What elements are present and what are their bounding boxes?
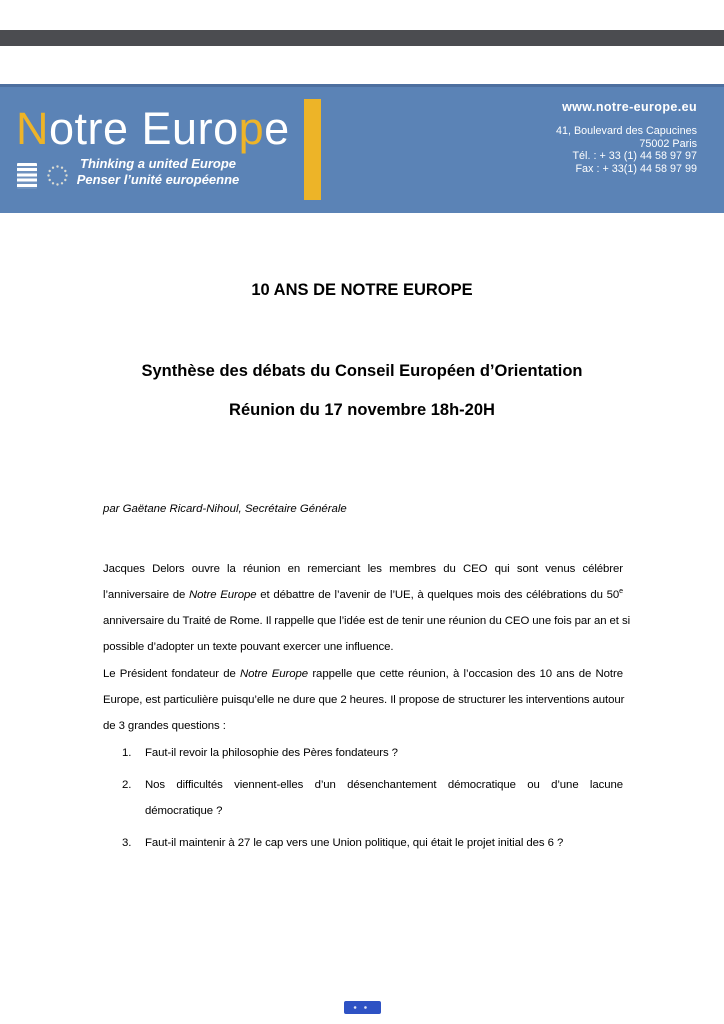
text-line: Faut-il revoir la philosophie des Pères fondateurs ? (145, 747, 398, 759)
tagline-french: Penser l’unité européenne (76, 172, 240, 187)
contact-block (556, 100, 697, 175)
footer-scan-mark (344, 1001, 381, 1014)
question-number: 1. (122, 747, 132, 759)
paragraph-2 (103, 661, 623, 739)
session-line: Réunion du 17 novembre 18h-20H (229, 401, 495, 419)
logo-letter-p: p (238, 103, 265, 154)
text-line: Jacques Delors ouvre la réunion en remerciant les membres du CEO qui sont venus célébrer (103, 563, 623, 575)
yellow-accent-bar (304, 99, 321, 200)
logo-text: otre Euro (49, 103, 239, 154)
text-line: Europe, est particulière puisqu’elle ne dure que 2 heures. Il propose de structurer les interventions autour (103, 694, 625, 706)
tagline-english: Thinking a united Europe (80, 156, 236, 171)
author-byline: par Gaëtane Ricard-Nihoul, Secrétaire Générale (103, 503, 347, 515)
question-number: 2. (122, 779, 132, 791)
logo-letter-n: N (16, 103, 49, 154)
text-line: Le Président fondateur de Notre Europe rappelle que cette réunion, à l’occasion des 10 ans de Notre (103, 668, 623, 680)
text-line: Faut-il maintenir à 27 le cap vers une Union politique, qui était le projet initial des 6 ? (145, 837, 564, 849)
logo-text-end: e (264, 103, 290, 154)
text-line: possible d’adopter un texte pouvant exercer une influence. (103, 641, 394, 653)
phone-number: Tél. : + 33 (1) 44 58 97 97 (572, 150, 697, 162)
question-item (122, 830, 623, 856)
fax-number: Fax : + 33(1) 44 58 97 99 (575, 162, 697, 175)
address-street: 41, Boulevard des Capucines (555, 125, 697, 137)
tagline (76, 156, 240, 188)
address-block (556, 125, 697, 175)
text-line: Nos difficultés viennent-elles d’un désenchantement démocratique ou d’une lacune (145, 779, 623, 791)
question-number: 3. (122, 837, 132, 849)
address-city: 75002 Paris (639, 137, 697, 150)
paragraph-1 (103, 556, 631, 660)
eu-stars-icon (46, 164, 69, 187)
header-band (0, 84, 724, 213)
question-item (122, 772, 623, 824)
document-subtitle: Synthèse des débats du Conseil Européen d’Orientation (141, 362, 583, 380)
text-line: l’anniversaire de Notre Europe et débattre de l’avenir de l’UE, à quelques mois des célébrations du 50e (103, 588, 624, 601)
text-line: anniversaire du Traité de Rome. Il rappelle que l’idée est de tenir une réunion du CEO une fois par an et si (103, 615, 631, 627)
text-line: de 3 grandes questions : (103, 720, 226, 732)
scan-artifact-bar (0, 30, 724, 46)
question-item (122, 740, 623, 766)
document-title: 10 ANS DE NOTRE EUROPE (251, 281, 473, 299)
question-text (145, 740, 623, 766)
notre-europe-logo (16, 103, 290, 154)
website-url: www.notre-europe.eu (562, 100, 697, 114)
text-line: démocratique ? (145, 805, 223, 817)
document-lines-icon (17, 163, 37, 189)
question-text (145, 772, 623, 824)
question-text (145, 830, 623, 856)
questions-list (122, 740, 623, 862)
